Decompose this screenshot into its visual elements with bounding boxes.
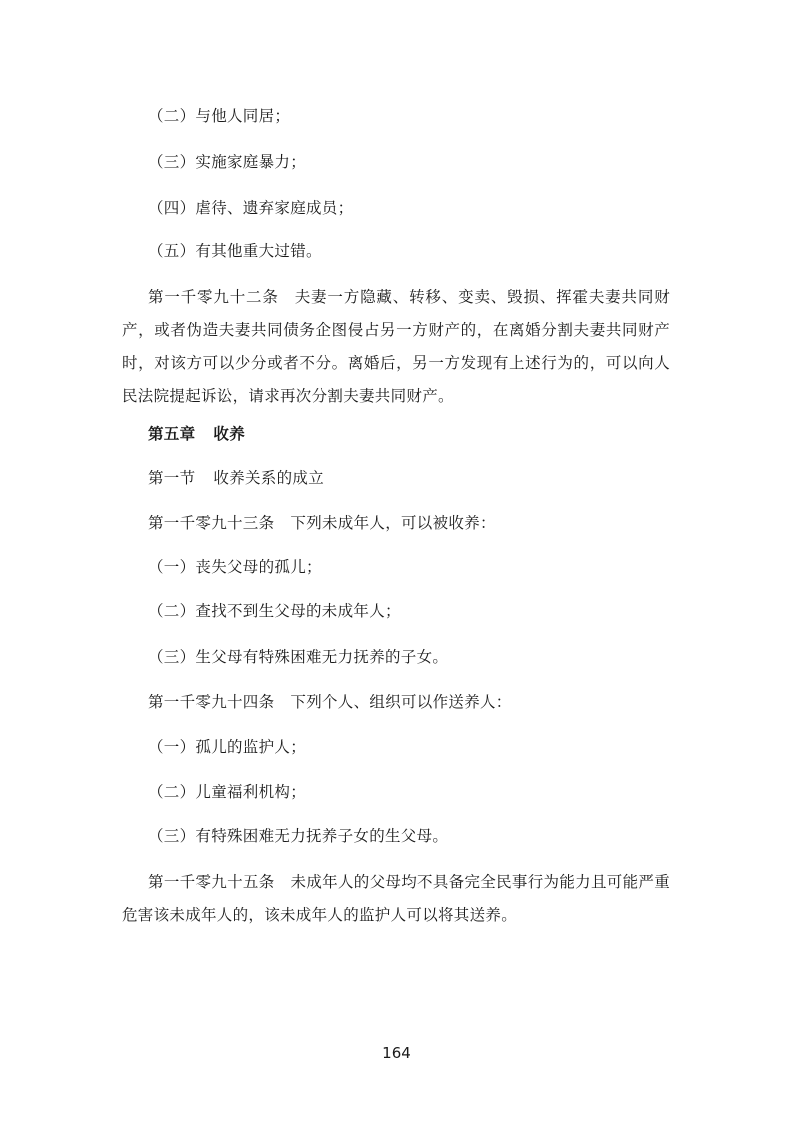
- section-title: 收养关系的成立: [213, 469, 325, 487]
- page-number: 164: [382, 1044, 411, 1062]
- list-item: （三）有特殊困难无力抚养子女的生父母。: [148, 827, 449, 845]
- article-label: 第一千零九十二条: [148, 288, 279, 306]
- article-text: 夫妻一方隐藏、转移、变卖、毁损、挥霍夫妻共同财产，或者伪造夫妻共同债务企图侵占另一方财产的，在离婚分割夫妻共同财产时，对该方可以少分或者不分。离婚后，另一方发现有上述行为的，可以向人民法院提起诉讼，请求再次分割夫妻共同财产。: [122, 288, 670, 405]
- article-label: 第一千零九十三条: [148, 514, 275, 532]
- list-item: （一）丧失父母的孤儿；: [148, 558, 322, 576]
- list-item: （五）有其他重大过错。: [148, 242, 322, 260]
- article-1092: [122, 281, 670, 413]
- article-1093: [148, 513, 496, 533]
- chapter-number: 第五章: [148, 425, 196, 443]
- list-item: （三）生父母有特殊困难无力抚养的子女。: [148, 648, 449, 666]
- chapter-title: 收养: [213, 425, 246, 443]
- list-item: （二）与他人同居；: [148, 107, 291, 125]
- article-1094: [148, 692, 512, 712]
- section-number: 第一节: [148, 469, 196, 487]
- article-text: 下列未成年人，可以被收养：: [290, 514, 496, 532]
- chapter-heading: [148, 424, 245, 444]
- article-1095: [122, 866, 670, 932]
- article-text: 未成年人的父母均不具备完全民事行为能力且可能严重危害该未成年人的，该未成年人的监护人可以将其送养。: [122, 873, 671, 924]
- article-label: 第一千零九十四条: [148, 693, 275, 711]
- list-item: （四）虐待、遗弃家庭成员；: [148, 199, 354, 217]
- list-item: （三）实施家庭暴力；: [148, 153, 307, 171]
- article-label: 第一千零九十五条: [148, 873, 275, 891]
- article-text: 下列个人、组织可以作送养人：: [290, 693, 512, 711]
- list-item: （二）查找不到生父母的未成年人；: [148, 602, 401, 620]
- list-item: （一）孤儿的监护人；: [148, 738, 307, 756]
- section-heading: [148, 468, 324, 488]
- list-item: （二）儿童福利机构；: [148, 783, 307, 801]
